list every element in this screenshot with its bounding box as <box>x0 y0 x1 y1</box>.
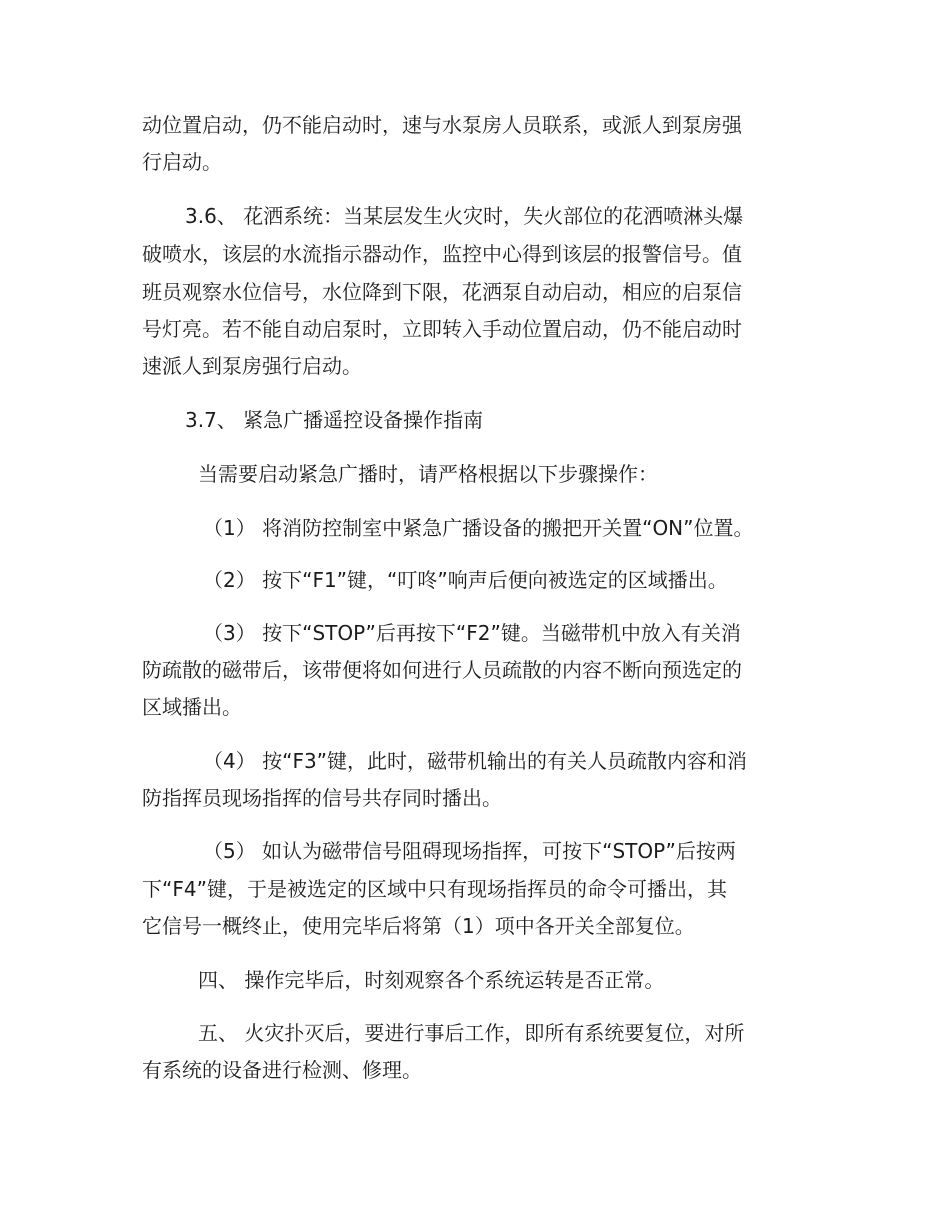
paragraph-line: 区域播出。 <box>142 695 242 719</box>
paragraph-line: 下“F4”键，于是被选定的区域中只有现场指挥员的命令可播出，其 <box>142 877 727 901</box>
intro-line: 当需要启动紧急广播时，请严格根据以下步骤操作： <box>198 462 658 486</box>
paragraph-line: 有系统的设备进行检测、修理。 <box>142 1058 422 1082</box>
section-3-7-heading: 3.7、 紧急广播遥控设备操作指南 <box>185 408 484 432</box>
paragraph-line: 行启动。 <box>142 150 222 174</box>
paragraph-line: 防疏散的磁带后，该带便将如何进行人员疏散的内容不断向预选定的 <box>142 658 742 682</box>
step-5-line: （5） 如认为磁带信号阻碍现场指挥，可按下“STOP”后按两 <box>203 839 736 863</box>
paragraph-line: 动位置启动，仍不能启动时，速与水泵房人员联系，或派人到泵房强 <box>142 113 742 137</box>
step-4-line: （4） 按“F3”键，此时，磁带机输出的有关人员疏散内容和消 <box>203 749 748 773</box>
paragraph-line: 破喷水，该层的水流指示器动作，监控中心得到该层的报警信号。值 <box>142 242 742 266</box>
section-4-line: 四、 操作完毕后，时刻观察各个系统运转是否正常。 <box>198 968 665 992</box>
step-1-line: （1） 将消防控制室中紧急广播设备的搬把开关置“ON”位置。 <box>203 516 754 540</box>
paragraph-line: 防指挥员现场指挥的信号共存同时播出。 <box>142 786 502 810</box>
section-3-6-heading-line: 3.6、 花洒系统：当某层发生火灾时，失火部位的花洒喷淋头爆 <box>185 204 744 228</box>
paragraph-line: 号灯亮。若不能自动启泵时，立即转入手动位置启动，仍不能启动时 <box>142 317 742 341</box>
section-5-line: 五、 火灾扑灭后，要进行事后工作，即所有系统要复位，对所 <box>198 1021 745 1045</box>
step-3-line: （3） 按下“STOP”后再按下“F2”键。当磁带机中放入有关消 <box>203 621 741 645</box>
step-2-line: （2） 按下“F1”键，“叮咚”响声后便向被选定的区域播出。 <box>203 568 728 592</box>
paragraph-line: 速派人到泵房强行启动。 <box>142 354 362 378</box>
paragraph-line: 班员观察水位信号，水位降到下限，花洒泵自动启动，相应的启泵信 <box>142 280 742 304</box>
paragraph-line: 它信号一概终止，使用完毕后将第（1）项中各开关全部复位。 <box>142 914 695 938</box>
